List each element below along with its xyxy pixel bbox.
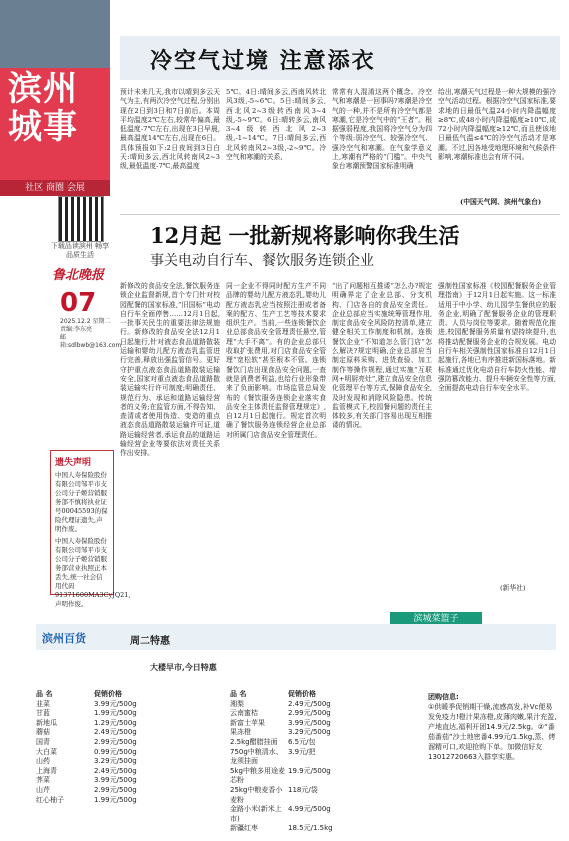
item-price: 2.99元/500g: [288, 709, 331, 718]
table-row: [36, 767, 236, 777]
table-row: [36, 738, 236, 748]
item-price: 19.9元/500g: [288, 766, 331, 775]
article-subhead: 事关电动自行车、餐饮服务连锁企业: [150, 253, 374, 269]
item-name: 山药: [36, 757, 50, 766]
item-name: 湘梨: [230, 699, 244, 708]
table-row: [230, 738, 430, 748]
item-price: 6.5元/包: [288, 737, 316, 746]
item-name: 大白菜: [36, 747, 57, 756]
qr-caption: 下载品读滨州 畅享品质生活: [50, 242, 110, 259]
market-title: 周二特惠: [130, 636, 170, 647]
item-price: 4.99元/500g: [288, 805, 331, 814]
item-price: 2.49元/500g: [288, 699, 331, 708]
article-column: “出了问题相互推诿”怎么办?规定明确界定了企业总部、分支机构、门店各自的食品安全责任。企业总部应当实施统筹管理作用,制定食品安全风险防控清单,建立健全相关工作制度和机制。连锁餐饮企业“不知道怎么管门店”怎么解决?规定明确,企业总部应当制定原料采购、进货查验、加工制作等操作规程,通过实施“互联网+明厨亮灶”,建立食品安全信息化管理平台等方式,保障食品安全,及时发现和消除风险隐患。传统监管模式下,校园餐问题的责任主体较多,有关部门容易出现互相推诿的情况。: [332, 282, 432, 430]
item-price: 18.5元/1.5kg: [288, 824, 333, 833]
masthead-photo: [0, 0, 110, 68]
article-column: 常常有人混淆这两个概念。冷空气和寒潮是一回事吗?寒潮是冷空气的一种,并不是所有冷空气都是寒潮,它是冷空气中的“王者”。根据强弱程度,我国将冷空气分为四个等级:弱冷空气、较强冷空气、强冷空气和寒潮。在气象学意义上,寒潮有严格的“门槛”。中央气象台寒潮预警国家标准明确: [332, 88, 432, 171]
section-tags: 社区 商圈 会展: [0, 180, 110, 196]
table-row: [230, 700, 430, 710]
item-name: 甘蓝: [36, 709, 50, 718]
market-subtitle: 大楼早市,今日特惠: [150, 662, 217, 672]
item-price: 1.99元/500g: [94, 795, 137, 804]
table-row: [230, 728, 430, 738]
table-row: [230, 690, 430, 700]
table-row: [36, 748, 236, 758]
item-name: 新疆红枣: [230, 824, 258, 833]
table-row: [36, 690, 236, 700]
table-row: [36, 709, 236, 719]
item-price: 0.99元/500g: [94, 747, 137, 756]
item-name: 新地瓜: [36, 718, 57, 727]
market-header: [36, 624, 556, 650]
table-row: [36, 776, 236, 786]
page-number: 07: [60, 288, 97, 318]
group-buy-text: ①供暖季促销期干燥,流感高发,补Vc便易发免疫力!橙汁果冻橙,皮薄肉嫩,果汁充盈,产地直达,福利开团14.9元/2.5kg。②“番茄番茄”沙土地密番4.99元/1.5kg,蒸、烤溜精可口,欢迎抢购下单。加微信好友13012720663入群享实惠。: [428, 703, 557, 761]
item-name: 韭菜: [36, 699, 50, 708]
item-name: 2.5kg醋腊挂面: [230, 737, 278, 746]
group-buy-title: 团购信息:: [428, 693, 459, 701]
item-price: 3.9元/把: [288, 747, 316, 756]
item-price: 3.29元/500g: [94, 757, 137, 766]
item-name: 山芹: [36, 785, 50, 794]
item-price: 2.99元/500g: [94, 785, 137, 794]
lost-notice-title: 遗失声明: [55, 458, 92, 468]
table-row: [230, 767, 430, 786]
qr-code[interactable]: [58, 196, 104, 242]
store-logo: 滨州百货: [42, 632, 86, 645]
item-price: 促销价格: [288, 690, 316, 698]
item-name: 红心柚子: [36, 795, 64, 804]
article-headline: 冷空气过境 注意添衣: [150, 48, 376, 74]
item-price: 促销价格: [94, 690, 122, 698]
item-name: 蘑菇: [36, 728, 50, 737]
item-price: 1.29元/500g: [94, 718, 137, 727]
table-row: [36, 757, 236, 767]
article-column: 同一企业不得同时配方生产不同品牌的婴幼儿配方液态乳,婴幼儿配方液态乳应当按照注册或者备案的配方、生产工艺等技术要求组织生产。当前,一些连锁餐饮企业总部食品安全管理责任悬空,管理“大手不离”。有的企业总部只收取扩张费用,对门店食品安全管理“宽松软”甚至根本不管。连锁餐饮门店出现食品安全问题,一查就是消费者利益,也给行业形象带来了负面影响。市场监管总局发布的《餐饮服务连锁企业落实食品安全主体责任监督管理规定》,自12月1日起施行。规定首次明确了餐饮服务连锁经营企业总部对所属门店食品安全管理责任。: [226, 282, 326, 439]
table-row: [230, 786, 430, 805]
item-name: 果冻橙: [230, 728, 251, 737]
item-name: 国青: [36, 737, 50, 746]
item-name: 品 名: [36, 690, 53, 698]
table-row: [230, 824, 430, 834]
lost-notice: [50, 450, 131, 608]
article-headline: 12月起 一批新规将影响你我生活: [150, 223, 460, 248]
article-column: 5℃。4日:晴间多云,西南风转北风3级,-5~6℃。5日:晴间多云,西北风2~3级转西南风3~4级,-5~9℃。6日:晴转多云,南风3~4级转西北风2~3级,-1~14℃。7日:晴间多云,西北风转南风2~3级,-2~9℃。冷空气和寒潮的关系,: [226, 88, 326, 162]
table-row: [230, 805, 430, 824]
table-row: [230, 709, 430, 719]
item-name: 750g中粮清水、龙须挂面: [230, 747, 283, 766]
masthead-title: 滨州 城事: [8, 69, 78, 147]
price-table: [230, 690, 430, 834]
item-name: 品 名: [230, 690, 247, 698]
article-column: 给出,寒潮天气过程是一种大规模的强冷空气活动过程。根据冷空气国家标准,要求地的日最低气温24小时内降温幅度≥8℃,或48小时内降温幅度≥10℃,或72小时内降温幅度≥12℃,而且使该地日最低气温≤4℃的冷空气活动才是寒潮。不过,因各地受地理环境和气候条件影响,寒潮标准也会有所不同。: [438, 88, 556, 162]
table-row: [36, 796, 236, 806]
item-price: 3.99元/500g: [94, 699, 137, 708]
article-column: 新修改的食品安全法,餐饮服务连锁企业监督新规,首个专门针对校园配餐的国家标准,“旧国标”电动自行车全面停售……12月1日起,一批事关民生的重要法律法规施行。新修改的食品安全法12月1日起施行,针对液态食品道路散装运输和婴幼儿配方液态乳监管进行完善,释放出强监管信号。更好守护重点液态食品道路散装运输安全,国家对重点液态食品道路散装运输实行许可制度;明确责任、规范行为、承运和道路运输经营者的义务;在监管方面,不得告知、查清或者使用伪造、变造的重点液态食品道路散装运输许可证,道路运输经营者,承运食品的道路运输经营企业等要依法对责任关系作出安排。: [120, 282, 220, 458]
table-row: [36, 700, 236, 710]
item-name: 上海青: [36, 766, 57, 775]
article-column: 强制性国家标准《校园配餐服务企业管理指南》于12月1日起实施。这一标准适用于中小学、幼儿园学生餐供应的服务企业,明确了配餐服务企业的管理职责、人员与岗位等要求。随着规范化推进,校园配餐服务质量有望持续提升,也将推动配餐服务企业的合规发展。电动自行车相关强制性国家标准自12月1日起施行,各地已有序推进新国标落地。新标准通过优化电动自行车防火性能、增强防篡改能力、提升车辆安全性等方面,全面提高电动自行车安全水平。: [438, 282, 556, 393]
table-row: [230, 719, 430, 729]
section-label: 滨城菜篮子: [390, 612, 482, 627]
item-price: 2.49元/500g: [94, 728, 137, 737]
newspaper-logo: 鲁北晚报: [52, 268, 105, 283]
item-price: 2.49元/500g: [94, 766, 137, 775]
item-name: 25kg中粮麦香小麦粉: [230, 785, 283, 804]
item-price: 3.29元/500g: [288, 728, 331, 737]
item-name: 云南蜜桔: [230, 709, 258, 718]
lost-notice-text: 中国人寿保险股份有限公司邹平市支公司分子姬营销服务部不慎将执业证号00045593的保险代理证遗失,声明作废。: [55, 471, 108, 533]
item-name: 荠菜: [36, 776, 50, 785]
item-price: 3.99元/500g: [94, 776, 137, 785]
item-price: 3.99元/500g: [288, 718, 331, 727]
article-credit: (新华社): [500, 584, 526, 592]
table-row: [230, 748, 430, 767]
item-price: 118元/袋: [288, 785, 318, 794]
lost-notice-text: 中国人寿保险股份有限公司邹平市支公司分子姬营销服务部营业执照正本丢失,统一社会信用代码91371600MA3CyJQ21,声明作废。: [55, 537, 131, 608]
group-buy-info: [428, 692, 558, 762]
item-name: 金路小米(新米上市): [230, 805, 282, 823]
table-row: [36, 719, 236, 729]
item-price: 2.99元/500g: [94, 737, 137, 746]
table-row: [36, 728, 236, 738]
article-credit: (中国天气网、滨州气象台): [460, 198, 542, 206]
item-name: 新富士苹果: [230, 718, 265, 727]
item-name: 5kg中粮多用途麦芯粉: [230, 766, 285, 785]
issue-meta: 2025.12.2 星期二 责编:李东亮 邮箱:sdlbwb@163.com: [60, 318, 122, 349]
item-price: 1.99元/500g: [94, 709, 137, 718]
article-column: 预计未来几天,我市以晴到多云天气为主,有两次冷空气过程,分别出现在2日到3日和7日前后。本周平均温度2℃左右,较常年偏高,最低温度-7℃左右,出现在3日早晨,最高温度14℃左右,出现在6日。具体预报如下:2日夜间到3日白天:晴间多云,西北风转南风2~3级,最低温度-7℃,最高温度: [120, 88, 220, 171]
divider: [120, 214, 560, 215]
price-table: [36, 690, 236, 805]
table-row: [36, 786, 236, 796]
